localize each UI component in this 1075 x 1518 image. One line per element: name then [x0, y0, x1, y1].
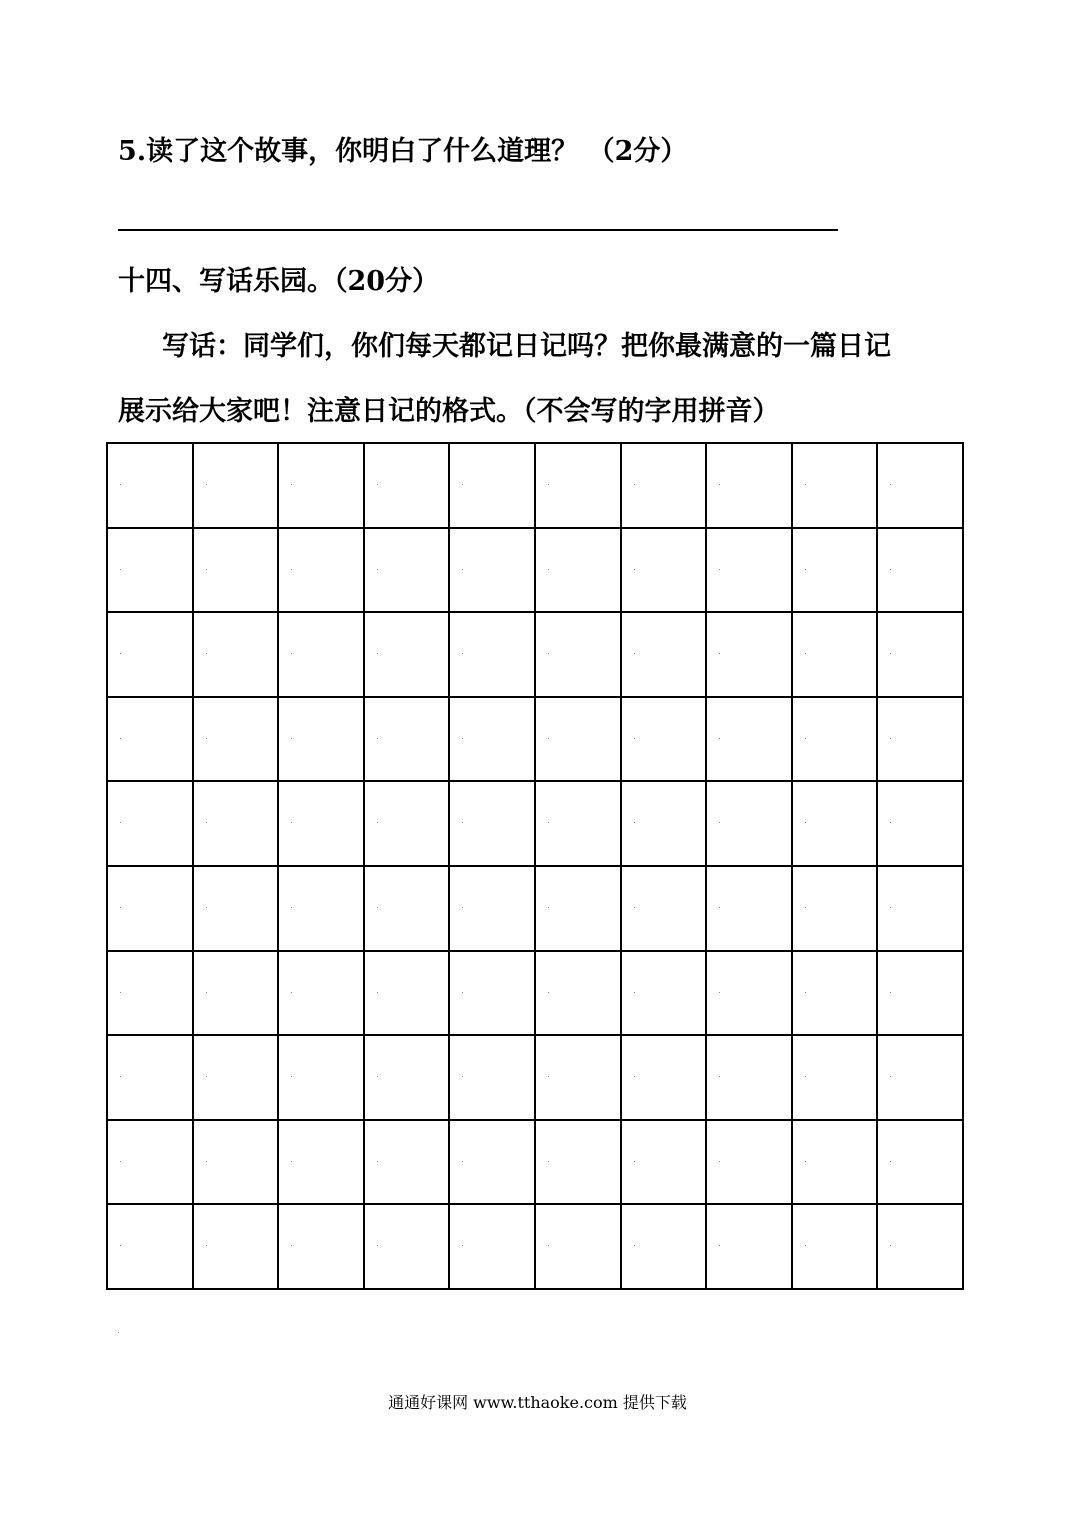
paragraph-mark: [118, 1332, 119, 1333]
cell-mark: [548, 569, 549, 570]
grid-cell: [622, 782, 708, 867]
grid-cell: [878, 952, 964, 1037]
cell-mark: [548, 738, 549, 739]
writing-prompt-line-2: 展示给大家吧！注意日记的格式。（不会写的字用拼音）: [118, 396, 780, 427]
cell-mark: [120, 653, 121, 654]
cell-mark: [206, 1076, 207, 1077]
grid-cell: [793, 867, 879, 952]
cell-mark: [719, 569, 720, 570]
cell-mark: [719, 738, 720, 739]
grid-cell: [622, 1036, 708, 1121]
grid-cell: [622, 698, 708, 783]
cell-mark: [206, 653, 207, 654]
cell-mark: [634, 1076, 635, 1077]
cell-mark: [805, 653, 806, 654]
grid-cell: [365, 529, 451, 614]
cell-mark: [377, 738, 378, 739]
cell-mark: [890, 992, 891, 993]
grid-cell: [707, 867, 793, 952]
grid-cell: [279, 613, 365, 698]
grid-cell: [108, 1205, 194, 1290]
grid-cell: [536, 782, 622, 867]
cell-mark: [890, 1245, 891, 1246]
cell-mark: [120, 484, 121, 485]
cell-mark: [206, 907, 207, 908]
cell-mark: [291, 1245, 292, 1246]
cell-mark: [291, 653, 292, 654]
cell-mark: [890, 738, 891, 739]
cell-mark: [377, 1076, 378, 1077]
grid-cell: [279, 1205, 365, 1290]
cell-mark: [291, 738, 292, 739]
grid-cell: [707, 529, 793, 614]
cell-mark: [719, 484, 720, 485]
grid-cell: [622, 952, 708, 1037]
grid-cell: [622, 1205, 708, 1290]
answer-line: [118, 229, 838, 231]
grid-cell: [793, 444, 879, 529]
grid-cell: [536, 1205, 622, 1290]
grid-cell: [450, 867, 536, 952]
grid-cell: [108, 613, 194, 698]
grid-cell: [365, 698, 451, 783]
cell-mark: [206, 1161, 207, 1162]
grid-cell: [279, 529, 365, 614]
cell-mark: [206, 992, 207, 993]
cell-mark: [634, 992, 635, 993]
grid-cell: [365, 1121, 451, 1206]
cell-mark: [120, 822, 121, 823]
cell-mark: [548, 484, 549, 485]
cell-mark: [120, 738, 121, 739]
cell-mark: [462, 653, 463, 654]
cell-mark: [291, 484, 292, 485]
grid-cell: [194, 698, 280, 783]
grid-cell: [622, 613, 708, 698]
cell-mark: [548, 1245, 549, 1246]
cell-mark: [291, 992, 292, 993]
grid-cell: [194, 613, 280, 698]
cell-mark: [120, 1245, 121, 1246]
grid-cell: [279, 782, 365, 867]
cell-mark: [377, 992, 378, 993]
grid-cell: [108, 1121, 194, 1206]
grid-cell: [878, 444, 964, 529]
grid-cell: [622, 444, 708, 529]
cell-mark: [206, 738, 207, 739]
grid-cell: [450, 529, 536, 614]
cell-mark: [462, 1161, 463, 1162]
grid-cell: [450, 782, 536, 867]
grid-cell: [536, 952, 622, 1037]
grid-cell: [878, 613, 964, 698]
grid-cell: [108, 782, 194, 867]
cell-mark: [206, 822, 207, 823]
cell-mark: [719, 653, 720, 654]
grid-cell: [450, 1121, 536, 1206]
cell-mark: [291, 907, 292, 908]
cell-mark: [377, 1245, 378, 1246]
grid-cell: [707, 1205, 793, 1290]
grid-cell: [108, 867, 194, 952]
grid-cell: [878, 698, 964, 783]
grid-cell: [536, 867, 622, 952]
cell-mark: [291, 569, 292, 570]
grid-cell: [707, 952, 793, 1037]
cell-mark: [548, 1161, 549, 1162]
grid-cell: [793, 782, 879, 867]
cell-mark: [890, 822, 891, 823]
cell-mark: [634, 1245, 635, 1246]
grid-cell: [622, 867, 708, 952]
grid-cell: [878, 1205, 964, 1290]
grid-cell: [707, 698, 793, 783]
grid-cell: [793, 529, 879, 614]
grid-cell: [707, 782, 793, 867]
cell-mark: [805, 992, 806, 993]
cell-mark: [120, 569, 121, 570]
cell-mark: [206, 569, 207, 570]
grid-cell: [450, 698, 536, 783]
cell-mark: [719, 992, 720, 993]
grid-cell: [108, 444, 194, 529]
cell-mark: [634, 907, 635, 908]
cell-mark: [377, 569, 378, 570]
grid-cell: [194, 1121, 280, 1206]
cell-mark: [719, 822, 720, 823]
grid-cell: [878, 529, 964, 614]
grid-cell: [536, 444, 622, 529]
grid-cell: [707, 1036, 793, 1121]
grid-cell: [279, 1121, 365, 1206]
cell-mark: [890, 569, 891, 570]
cell-mark: [634, 822, 635, 823]
grid-cell: [622, 1121, 708, 1206]
grid-cell: [450, 1205, 536, 1290]
cell-mark: [206, 484, 207, 485]
grid-cell: [707, 613, 793, 698]
grid-cell: [450, 613, 536, 698]
cell-mark: [462, 484, 463, 485]
grid-cell: [878, 867, 964, 952]
grid-cell: [450, 1036, 536, 1121]
cell-mark: [634, 738, 635, 739]
cell-mark: [291, 822, 292, 823]
cell-mark: [377, 907, 378, 908]
cell-mark: [291, 1161, 292, 1162]
cell-mark: [805, 569, 806, 570]
grid-cell: [279, 444, 365, 529]
grid-cell: [878, 1121, 964, 1206]
grid-cell: [793, 1036, 879, 1121]
cell-mark: [805, 484, 806, 485]
cell-mark: [377, 653, 378, 654]
section-14-heading: 十四、写话乐园。（20分）: [118, 266, 440, 297]
grid-cell: [450, 444, 536, 529]
grid-cell: [365, 952, 451, 1037]
grid-cell: [365, 444, 451, 529]
grid-cell: [194, 867, 280, 952]
grid-cell: [536, 1036, 622, 1121]
grid-cell: [365, 1205, 451, 1290]
cell-mark: [377, 484, 378, 485]
cell-mark: [719, 1161, 720, 1162]
grid-cell: [194, 952, 280, 1037]
cell-mark: [462, 822, 463, 823]
cell-mark: [719, 1076, 720, 1077]
grid-cell: [793, 613, 879, 698]
grid-cell: [108, 529, 194, 614]
cell-mark: [719, 907, 720, 908]
grid-cell: [707, 1121, 793, 1206]
cell-mark: [377, 1161, 378, 1162]
cell-mark: [377, 822, 378, 823]
grid-cell: [279, 698, 365, 783]
cell-mark: [462, 738, 463, 739]
grid-cell: [536, 698, 622, 783]
grid-cell: [536, 613, 622, 698]
grid-cell: [707, 444, 793, 529]
cell-mark: [291, 1076, 292, 1077]
cell-mark: [548, 1076, 549, 1077]
grid-cell: [536, 529, 622, 614]
cell-mark: [120, 992, 121, 993]
grid-cell: [108, 698, 194, 783]
grid-cell: [365, 782, 451, 867]
grid-cell: [878, 1036, 964, 1121]
grid-cell: [194, 444, 280, 529]
cell-mark: [890, 1161, 891, 1162]
cell-mark: [548, 907, 549, 908]
cell-mark: [462, 992, 463, 993]
cell-mark: [548, 992, 549, 993]
cell-mark: [805, 1245, 806, 1246]
cell-mark: [805, 907, 806, 908]
grid-cell: [279, 952, 365, 1037]
cell-mark: [634, 484, 635, 485]
cell-mark: [462, 907, 463, 908]
page-footer: 通通好课网 www.tthaoke.com 提供下载: [388, 1393, 687, 1412]
cell-mark: [120, 1076, 121, 1077]
grid-cell: [536, 1121, 622, 1206]
grid-cell: [108, 1036, 194, 1121]
cell-mark: [462, 1076, 463, 1077]
grid-cell: [279, 1036, 365, 1121]
grid-cell: [365, 867, 451, 952]
cell-mark: [805, 1161, 806, 1162]
writing-grid: [106, 442, 964, 1290]
grid-cell: [194, 1205, 280, 1290]
cell-mark: [206, 1245, 207, 1246]
grid-cell: [108, 952, 194, 1037]
grid-cell: [622, 529, 708, 614]
cell-mark: [462, 569, 463, 570]
cell-mark: [890, 484, 891, 485]
cell-mark: [634, 653, 635, 654]
grid-cell: [194, 529, 280, 614]
cell-mark: [548, 653, 549, 654]
cell-mark: [890, 907, 891, 908]
grid-cell: [878, 782, 964, 867]
grid-cell: [194, 1036, 280, 1121]
cell-mark: [120, 1161, 121, 1162]
cell-mark: [548, 822, 549, 823]
cell-mark: [805, 738, 806, 739]
grid-cell: [793, 952, 879, 1037]
writing-prompt-line-1: 写话：同学们，你们每天都记日记吗？把你最满意的一篇日记: [162, 331, 891, 362]
grid-cell: [793, 698, 879, 783]
cell-mark: [634, 569, 635, 570]
cell-mark: [805, 1076, 806, 1077]
grid-cell: [365, 1036, 451, 1121]
grid-cell: [365, 613, 451, 698]
grid-cell: [279, 867, 365, 952]
grid-cell: [450, 952, 536, 1037]
grid-cell: [793, 1121, 879, 1206]
cell-mark: [634, 1161, 635, 1162]
cell-mark: [890, 653, 891, 654]
cell-mark: [719, 1245, 720, 1246]
grid-cell: [194, 782, 280, 867]
cell-mark: [890, 1076, 891, 1077]
cell-mark: [120, 907, 121, 908]
question-5: 5.读了这个故事，你明白了什么道理？ （2分）: [118, 136, 688, 167]
cell-mark: [462, 1245, 463, 1246]
grid-cell: [793, 1205, 879, 1290]
cell-mark: [805, 822, 806, 823]
